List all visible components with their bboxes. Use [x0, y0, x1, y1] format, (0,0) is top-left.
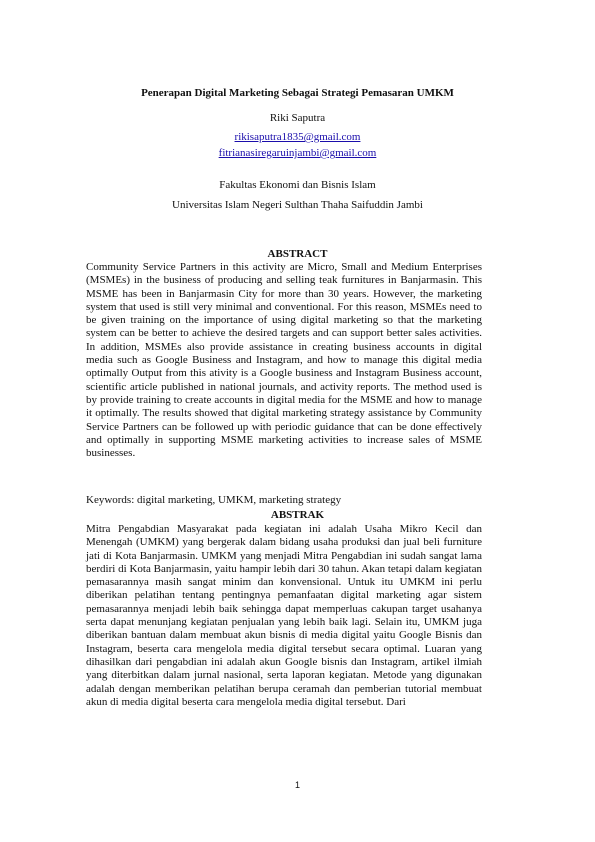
affiliation-university: Universitas Islam Negeri Sulthan Thaha Saifuddin Jambi	[172, 199, 423, 211]
abstrak-text: Mitra Pengabdian Masyarakat pada kegiatan ini adalah Usaha Mikro Kecil dan Menengah (UMKM) yang bergerak dalam bidang usaha produksi dan jual beli furniture jati di Kota Banjarmasin. UMKM yang menjadi Mitra Pengabdian ini sudah sangat lama berdiri di Kota Banjarmasin, yaitu hampir lebih dari 30 tahun. Akan tetapi dalam kegiatan pemasarannya masih sangat minim dan konvensional. Untuk itu UMKM ini perlu diberikan pelatihan tentang pentingnya pemanfaatan digital marketing agar sistem pemasarannya menjadi lebih baik sehingga dapat memperluas cakupan target usahanya serta dapat menunjang kegiatan penjualan yang lebih baik lagi. Selain itu, UMKM juga diberikan bantuan dalam membuat akun bisnis di media digital yaitu Google Bisnis dan Instagram, beserta cara mengelola media digital tersebut secara optimal. Luaran yang dihasilkan dari pengabdian ini adalah akun Google bisnis dan Instagram, artikel ilmiah yang diterbitkan dalam jurnal nasional, serta laporan kegiatan. Metode yang digunakan adalah dengan memberikan pelatihan berupa ceramah dan pemberian tutorial membuat akun di media digital beserta cara mengelola media digital tersebut. Dari	[86, 523, 482, 708]
affiliation-faculty: Fakultas Ekonomi dan Bisnis Islam	[219, 179, 376, 191]
author-email-2-link[interactable]: fitrianasiregaruinjambi@gmail.com	[218, 147, 377, 159]
abstract-text: Community Service Partners in this activity are Micro, Small and Medium Enterprises (MSMEs) in the business of producing and selling teak furnitures in Banjarmasin. This MSME has been in Banjarmasin City for more than 30 years. However, the marketing system that used is still very minimal and conventional. For this reason, MSMEs need to be given training on the importance of using digital marketing so that the marketing system can be better to achieve the desired targets and can support better sales activities. In addition, MSMEs also provide assistance in creating business accounts in digital media such as Google Business and Instagram, and how to manage this digital media optimally Output from this ativity is a Google business and Instagram Business account, scientific article published in national journals, and activity reports. The method used is by provide training to create accounts in digital media for the MSME and how to manage it optimally. The results showed that digital marketing strategy assistance by Community Service Partners can be followed up with periodic guidance that can be done effectively and optimally in supporting MSME marketing activities to increase sales of MSME businesses.	[86, 261, 482, 460]
page-number: 1	[294, 780, 300, 790]
keywords-line: Keywords: digital marketing, UMKM, marketing strategy	[86, 494, 342, 506]
abstract-heading: ABSTRACT	[267, 248, 328, 260]
author-name: Riki Saputra	[269, 112, 326, 124]
abstrak-heading: ABSTRAK	[270, 509, 325, 521]
author-email-2-line	[0, 146, 595, 160]
paper-title: Penerapan Digital Marketing Sebagai Strategi Pemasaran UMKM	[141, 87, 454, 99]
author-email-1-link[interactable]: rikisaputra1835@gmail.com	[234, 131, 361, 143]
author-email-1-line	[0, 130, 595, 144]
